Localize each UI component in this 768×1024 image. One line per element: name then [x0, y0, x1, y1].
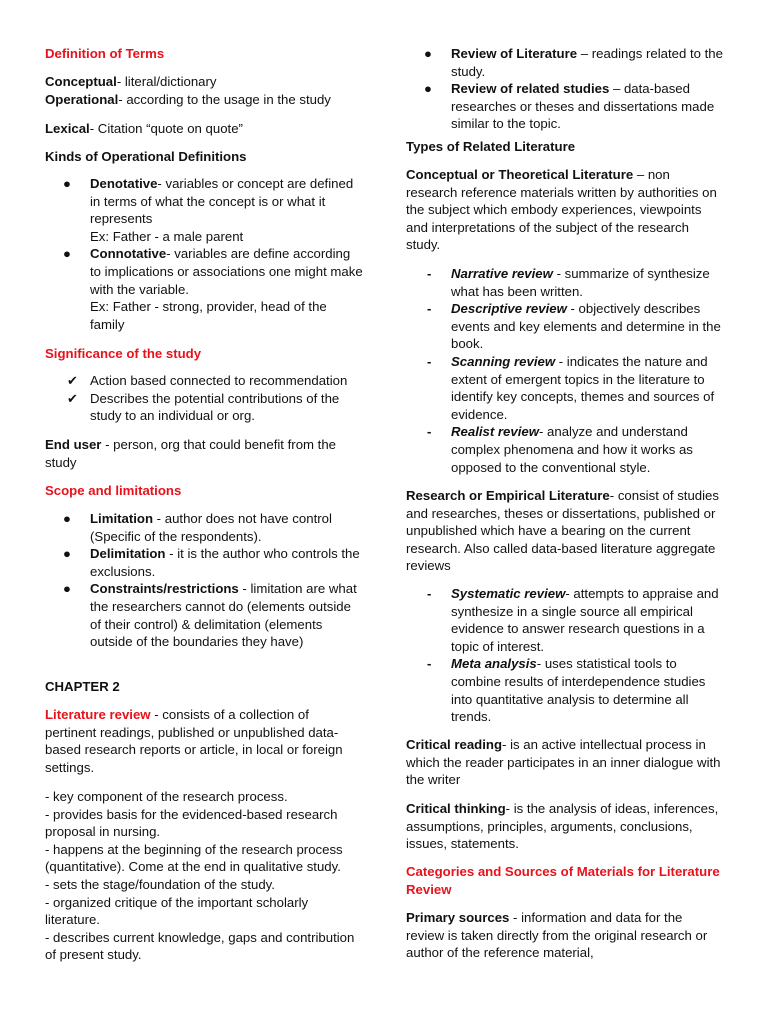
- dash-icon: -: [427, 353, 432, 369]
- types-heading: Types of Related Literature: [406, 139, 576, 154]
- check-icon: ✔: [67, 390, 79, 406]
- list-item: - key component of the research process.: [45, 789, 288, 804]
- list-item: ✔ Describes the potential contributions of the study to an individual or org.: [67, 390, 340, 424]
- operational-definition: Operational- according to the usage in the study: [45, 91, 331, 107]
- list-item: ● Delimitation - it is the author who controls the exclusions.: [63, 546, 360, 579]
- end-user-definition: End user - person, org that could benefit from the study: [45, 437, 337, 470]
- list-item: - Systematic review- attempts to appraise and synthesize in a single source all empirical evidence to answer research questions in a topic of interest.: [427, 586, 719, 654]
- critical-thinking-definition: Critical thinking- is the analysis of ideas, inferences, assumptions, principles, arguments, conclusions, issues, statements.: [406, 801, 719, 852]
- list-item: ● Denotative- variables or concept are defined in terms of what the concept is or what it represents Ex: Father - a male parent: [45, 175, 363, 245]
- categories-heading: Categories and Sources of Materials for Literature Review: [406, 864, 720, 897]
- bullet-icon: ●: [63, 546, 71, 562]
- critical-reading-definition: Critical reading- is an active intellectual process in which the reader participates in an inner dialogue with the writer: [406, 737, 721, 788]
- bullet-icon: ●: [63, 176, 71, 191]
- list-item: ● Constraints/restrictions - limitation are what the researchers cannot do (elements outside of their control) & delimitation (elements outside of the boundaries they have): [63, 581, 357, 650]
- literature-review-definition: Literature review - consists of a collection of pertinent readings, published or unpublished data-based research reports or article, in local or foreign settings.: [45, 707, 343, 775]
- dash-icon: -: [427, 586, 432, 601]
- definition-heading: Definition of Terms: [45, 46, 165, 61]
- scope-list: [45, 510, 363, 651]
- list-item: ● Review of related studies – data-based researches or theses and dissertations made similar to the topic.: [424, 81, 715, 132]
- bullet-icon: ●: [63, 581, 71, 597]
- list-item: - happens at the beginning of the research process (quantitative). Come at the end in qualitative study.: [45, 841, 343, 875]
- example-text: Ex: Father - strong, provider, head of the family: [90, 299, 327, 332]
- significance-heading: Significance of the study: [45, 346, 202, 361]
- primary-sources-definition: Primary sources - information and data for the review is taken directly from the original research or author of the reference material,: [406, 910, 708, 961]
- significance-list: [45, 372, 363, 425]
- list-item: - sets the stage/foundation of the study.: [45, 876, 275, 892]
- bullet-icon: ●: [424, 46, 432, 61]
- list-item: ✔ Action based connected to recommendation: [67, 373, 348, 388]
- lexical-definition: Lexical- Citation “quote on quote”: [45, 121, 243, 136]
- bullet-icon: ●: [63, 511, 71, 526]
- dash-icon: -: [427, 656, 432, 672]
- research-literature-definition: Research or Empirical Literature- consist of studies and researches, theses or dissertations, published or unpublished which have a bearing on the current research. Also called data-based literature aggregate reviews: [406, 488, 719, 574]
- check-icon: ✔: [67, 373, 79, 388]
- example-text: Ex: Father - a male parent: [90, 228, 244, 244]
- scope-heading: Scope and limitations: [45, 483, 182, 498]
- list-item: - Descriptive review - objectively describes events and key elements and determine in the book.: [427, 301, 721, 352]
- list-item: - Meta analysis- uses statistical tools to combine results of interdependence studies into quantitative analysis to determine all trends.: [427, 656, 706, 725]
- conceptual-literature-definition: Conceptual or Theoretical Literature – non research reference materials written by authorities on the subject which embody experiences, viewpoints and interpretations of the subject of the research study.: [406, 167, 717, 253]
- conceptual-definition: Conceptual- literal/dictionary: [45, 74, 217, 89]
- review-types-list: [406, 45, 724, 133]
- bullet-icon: ●: [424, 81, 432, 97]
- dash-icon: -: [427, 301, 432, 317]
- dash-icon: -: [427, 266, 432, 281]
- bullet-icon: ●: [63, 246, 71, 262]
- list-item: - organized critique of the important scholarly literature.: [45, 894, 309, 928]
- list-item: ● Review of Literature – readings related to the study.: [424, 46, 723, 79]
- list-item: ● Connotative- variables are define according to implications or associations one might make with the variable. Ex: Father - strong, provider, head of the family: [63, 246, 363, 332]
- kinds-heading: Kinds of Operational Definitions: [45, 149, 247, 164]
- research-reviews-list: [406, 585, 724, 726]
- list-item: - describes current knowledge, gaps and contribution of present study.: [45, 929, 355, 963]
- conceptual-reviews-list: [406, 265, 724, 476]
- dash-icon: -: [427, 424, 432, 440]
- literature-review-points: [45, 788, 363, 964]
- list-item: - provides basis for the evidenced-based research proposal in nursing.: [45, 806, 338, 840]
- kinds-list: [45, 175, 363, 333]
- list-item: ● Limitation - author does not have control (Specific of the respondents).: [63, 511, 332, 544]
- list-item: - Narrative review - summarize of synthesize what has been written.: [427, 266, 710, 299]
- definitions-block: [45, 73, 363, 108]
- list-item: - Realist review- analyze and understand complex phenomena and how it works as opposed to the conventional style.: [427, 424, 693, 475]
- chapter-heading: CHAPTER 2: [45, 679, 120, 694]
- list-item: - Scanning review - indicates the nature and extent of emergent topics in the literature to identify key concepts, themes and sources of evidence.: [427, 353, 715, 422]
